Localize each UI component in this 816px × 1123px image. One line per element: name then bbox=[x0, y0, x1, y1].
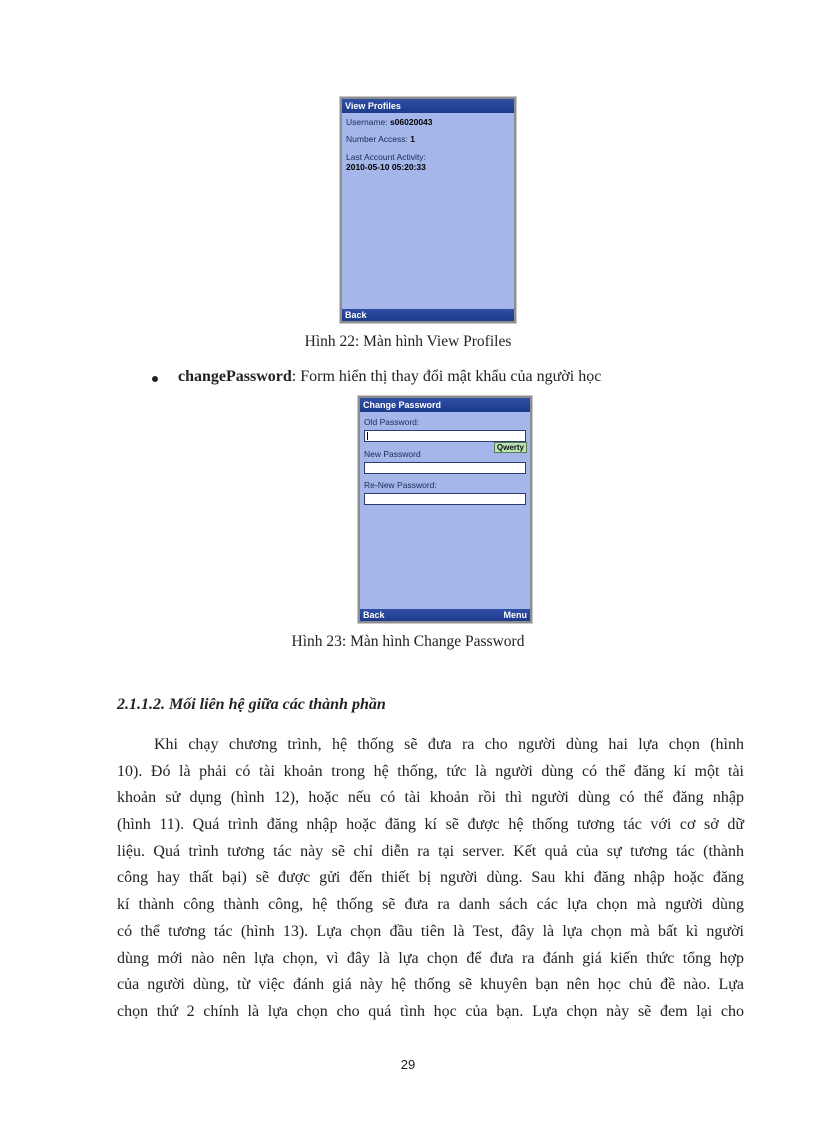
figure-23-caption: Hình 23: Màn hình Change Password bbox=[291, 633, 525, 650]
bullet-term: changePassword bbox=[178, 368, 292, 385]
old-password-input[interactable] bbox=[364, 430, 526, 442]
menu-softkey[interactable]: Menu bbox=[503, 610, 527, 620]
back-softkey[interactable]: Back bbox=[363, 610, 385, 620]
screen-title: Change Password bbox=[360, 398, 530, 412]
username-row bbox=[346, 117, 433, 127]
back-softkey[interactable]: Back bbox=[345, 310, 367, 320]
access-label: Number Access: bbox=[346, 134, 408, 144]
paragraph-line: có thể tương tác (hình 13). Lựa chọn đầu tiên là Test, đây là lựa chọn mà bất kì người bbox=[117, 922, 744, 940]
old-password-label: Old Password: bbox=[364, 417, 420, 427]
bullet-icon bbox=[152, 376, 158, 382]
view-profiles-screen bbox=[340, 97, 516, 323]
paragraph-line: dùng mới nào nên lựa chọn, vì đây là lựa chọn để đưa ra đánh giá kiến thức tổng hợp bbox=[117, 949, 744, 967]
renew-password-input[interactable] bbox=[364, 493, 526, 505]
section-heading: 2.1.1.2. Mối liên hệ giữa các thành phần bbox=[117, 696, 386, 713]
screen-title: View Profiles bbox=[342, 99, 514, 113]
paragraph-line: của người dùng, từ việc đánh giá này hệ thống sẽ khuyên bạn nên học chủ đề nào. Lựa bbox=[117, 976, 744, 994]
new-password-label: New Password bbox=[364, 449, 421, 459]
softkey-bar bbox=[342, 309, 514, 321]
softkey-bar bbox=[360, 609, 530, 621]
access-value: 1 bbox=[410, 134, 415, 144]
paragraph-line: khoản sử dụng (hình 12), hoặc nếu có tài khoản rồi thì người dùng có thể đăng nhập bbox=[117, 789, 744, 807]
username-value: s06020043 bbox=[389, 117, 433, 127]
username-label: Username: bbox=[346, 117, 388, 127]
paragraph-line: kí thành công thành công, hệ thống sẽ đưa ra danh sách các lựa chọn mà người dùng bbox=[117, 896, 744, 914]
paragraph-line: Khi chạy chương trình, hệ thống sẽ đưa ra cho người dùng hai lựa chọn (hình bbox=[154, 736, 744, 753]
paragraph-line: liệu. Quá trình tương tác này sẽ chỉ diễn ra tại server. Kết quả của sự tương tác (thành bbox=[117, 842, 744, 860]
paragraph-line: chọn thứ 2 chính là lựa chọn cho quá tình học của bạn. Lựa chọn này sẽ đem lại cho bbox=[117, 1002, 744, 1020]
access-row bbox=[346, 134, 415, 144]
renew-password-label: Re-New Password: bbox=[364, 480, 437, 490]
paragraph-line: công hay thất bại) sẽ được gửi đến thiết bị người dùng. Sau khi đăng nhập hoặc đăng bbox=[117, 869, 744, 887]
activity-value: 2010-05-10 05:20:33 bbox=[346, 162, 426, 172]
figure-22-caption: Hình 22: Màn hình View Profiles bbox=[304, 333, 512, 350]
new-password-input[interactable] bbox=[364, 462, 526, 474]
body-paragraph bbox=[117, 732, 744, 1026]
paragraph-line: (hình 11). Quá trình đăng nhập hoặc đăng kí sẽ được hệ thống tương tác với cơ sở dữ bbox=[117, 816, 744, 834]
bullet-text: : Form hiển thị thay đổi mật khẩu của người học bbox=[291, 368, 602, 385]
paragraph-line: 10). Đó là phải có tài khoản trong hệ thống, tức là người dùng có thể đăng kí một tài bbox=[117, 762, 744, 780]
activity-label: Last Account Activity: bbox=[346, 152, 426, 162]
page-number: 29 bbox=[400, 1057, 416, 1072]
input-mode-indicator: Qwerty bbox=[494, 442, 527, 453]
bullet-item bbox=[178, 368, 601, 386]
change-password-screen bbox=[358, 396, 532, 623]
